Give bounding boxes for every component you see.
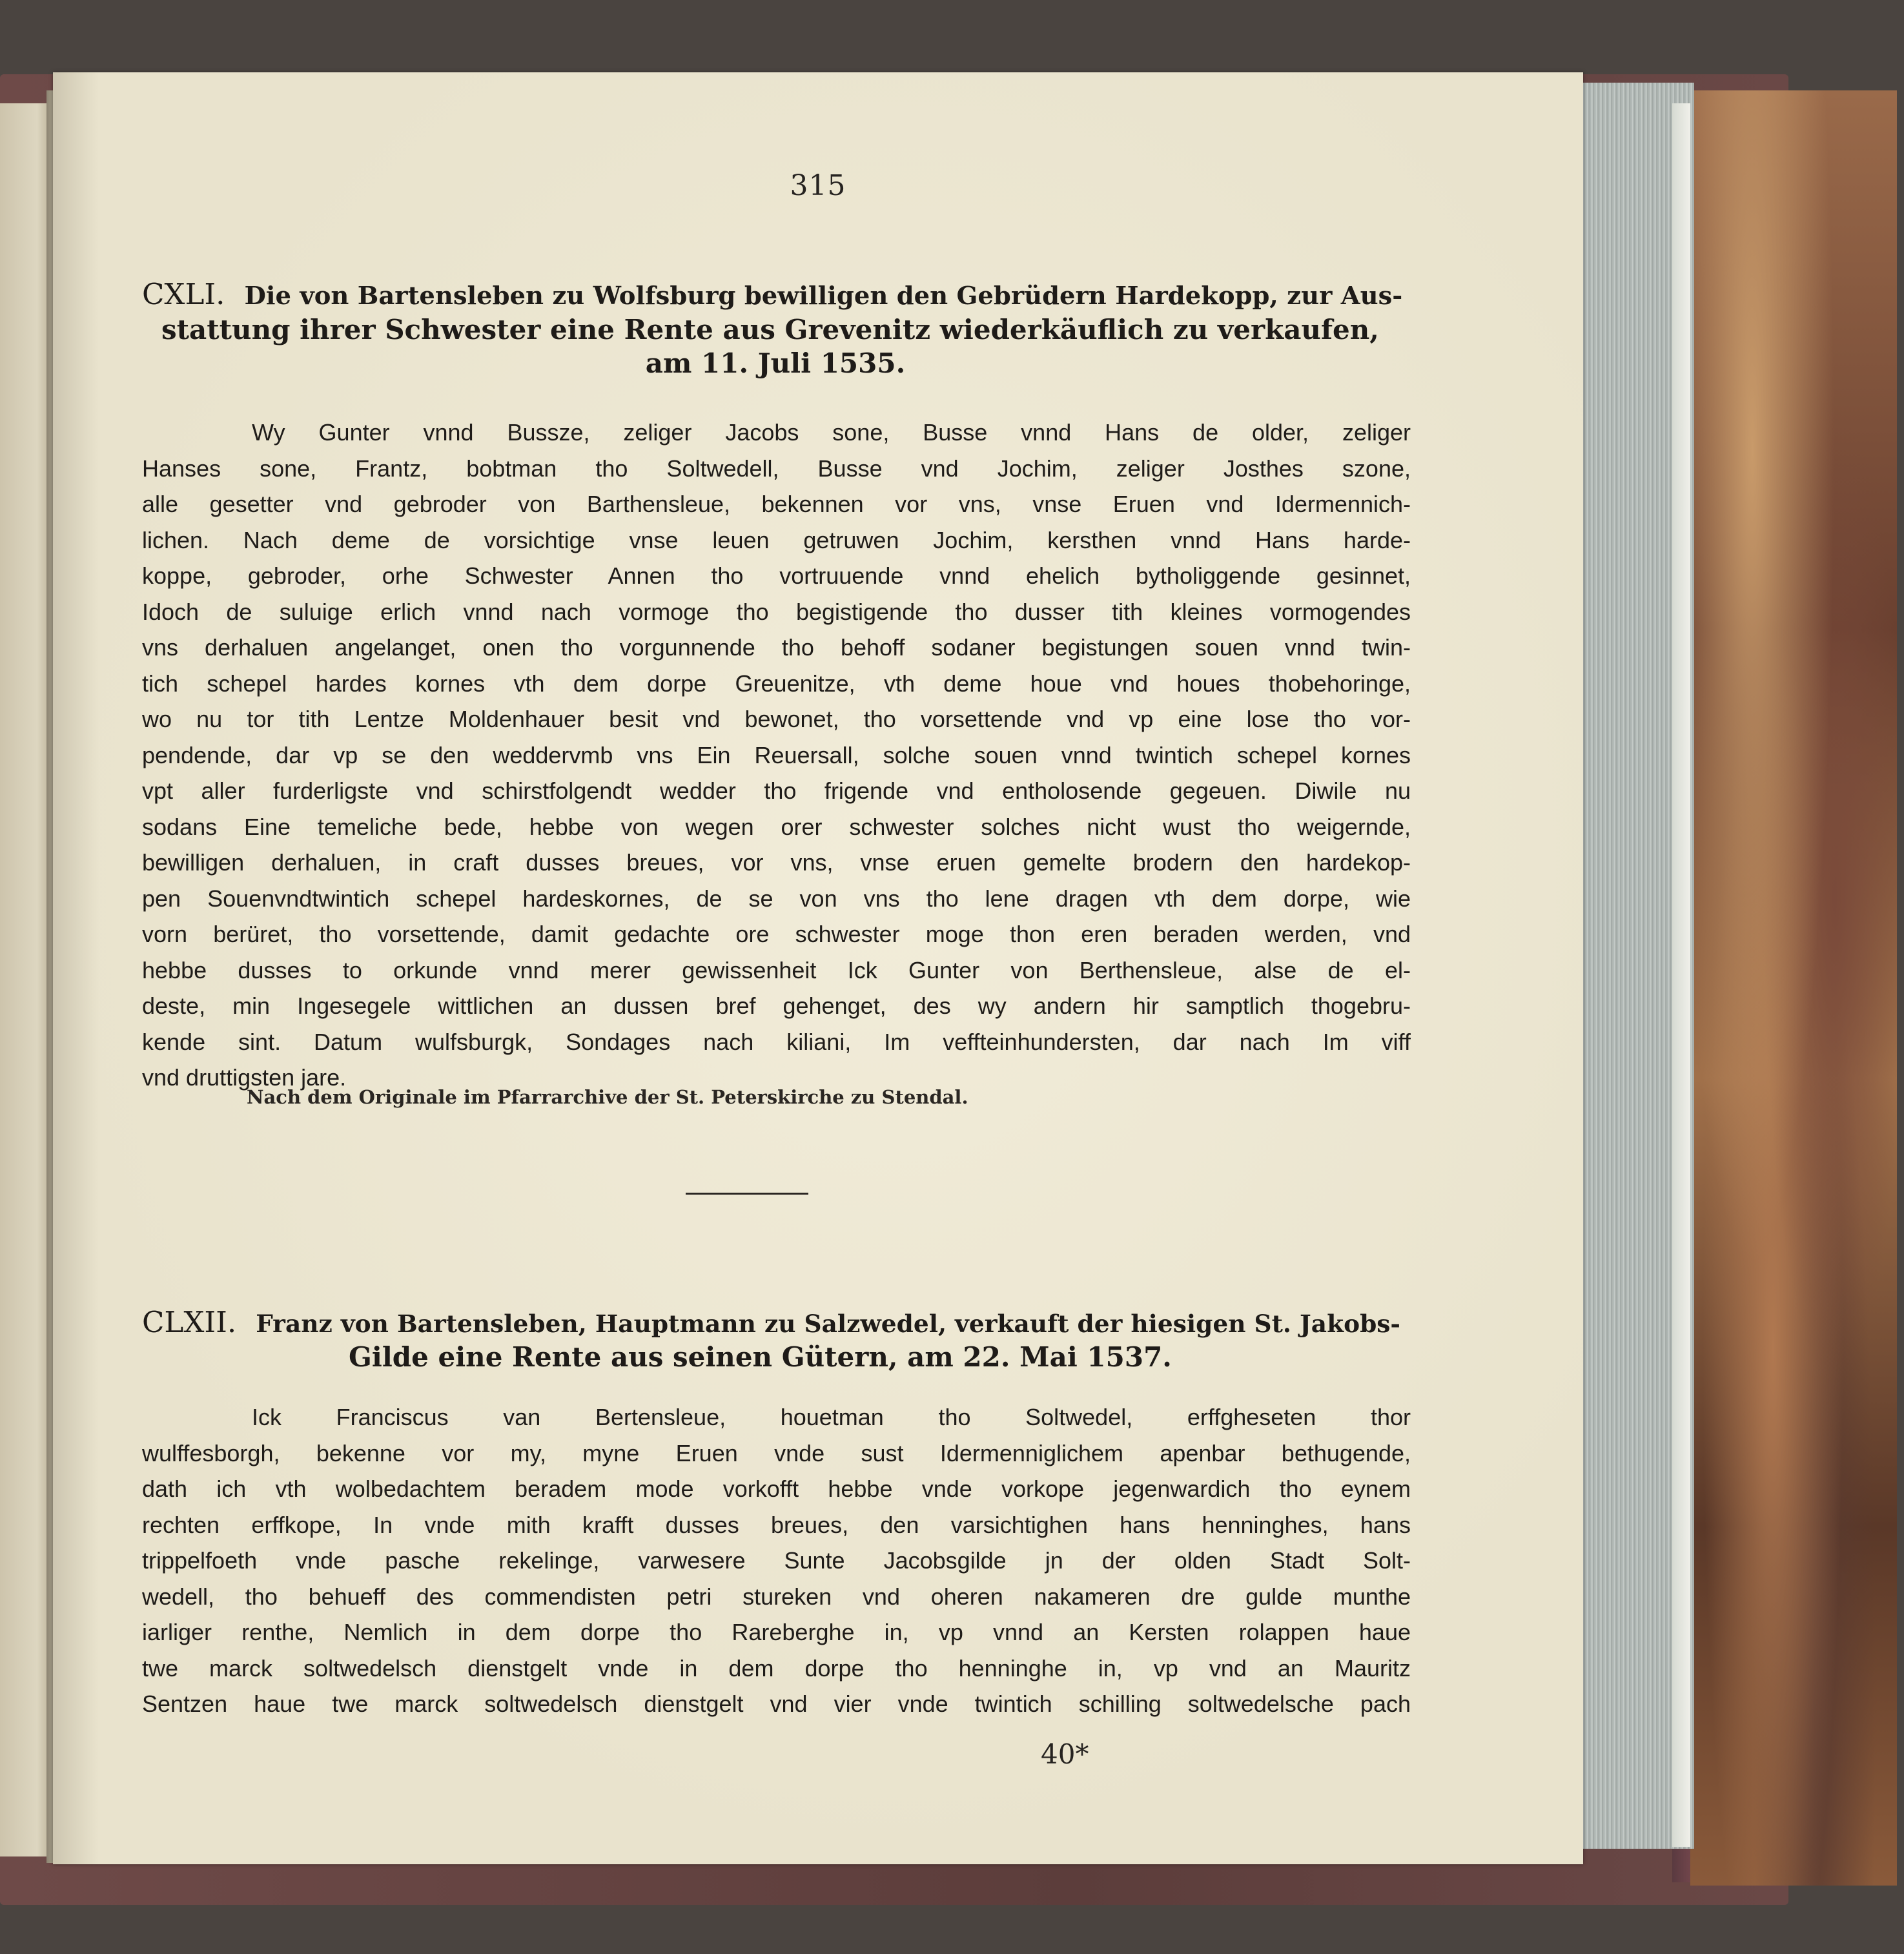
section-body-2 [142, 1399, 1411, 1722]
body-line: dath ich vth wolbedachtem beradem mode vorkofft hebbe vnde vorkope jegenwardich tho eynem [142, 1476, 1411, 1502]
body-line: vns derhaluen angelanget, onen tho vorgunnende tho behoff sodaner begistungen souen vnnd twin- [142, 634, 1411, 661]
body-line: iarliger renthe, Nemlich in dem dorpe tho Rareberghe in, vp vnnd an Kersten rolappen haue [142, 1619, 1411, 1645]
heading-date: am 11. Juli 1535. [645, 347, 906, 379]
body-line: Sentzen haue twe marck soltwedelsch dienstgelt vnd vier vnde twintich schilling soltwedelsche pach [142, 1691, 1411, 1717]
body-line: kende sint. Datum wulfsburgk, Sondages nach kiliani, Im veffteinhundersten, dar nach Im viff [142, 1028, 1411, 1055]
right-page [53, 72, 1583, 1864]
body-line: bewilligen derhaluen, in craft dusses breues, vor vns, vnse eruen gemelte brodern den hardekop- [142, 849, 1411, 876]
body-line: wedell, tho behueff des commendisten petri stureken vnd oheren nakameren dre gulde munthe [142, 1583, 1411, 1610]
body-line: wo nu tor tith Lentze Moldenhauer besit vnd bewonet, tho vorsettende vnd vp eine lose tho vor- [142, 706, 1411, 732]
body-line: deste, min Ingesegele wittlichen an dussen bref gehenget, des wy andern hir samptlich thogebru- [142, 992, 1411, 1019]
heading-line: Die von Bartensleben zu Wolfsburg bewilligen den Gebrüdern Hardekopp, zur Aus- [244, 282, 1403, 311]
body-line: twe marck soltwedelsch dienstgelt vnde in dem dorpe tho henninghe in, vp vnd an Mauritz [142, 1654, 1411, 1681]
section-number: CXLI. [142, 277, 225, 311]
body-line: Wy Gunter vnnd Bussze, zeliger Jacobs sone, Busse vnnd Hans de older, zeliger [252, 419, 1411, 446]
page-edge-highlight [1672, 103, 1690, 1847]
body-line: koppe, gebroder, orhe Schwester Annen tho vortruuende vnnd ehelich bytholiggende gesinnet, [142, 562, 1411, 589]
left-page-edge [0, 103, 53, 1856]
body-line: Ick Franciscus van Bertensleue, houetman tho Soltwedel, erffgheseten thor [252, 1404, 1411, 1430]
marbled-cover-paper [1690, 90, 1897, 1886]
body-line: pen Souenvndtwintich schepel hardeskornes, de se von vns tho lene dragen vth dem dorpe, wie [142, 885, 1411, 912]
body-line: trippelfoeth vnde pasche rekelinge, varwesere Sunte Jacobsgilde jn der olden Stadt Solt- [142, 1547, 1411, 1574]
body-line: sodans Eine temeliche bede, hebbe von wegen orer schwester solches nicht wust tho weigernde, [142, 813, 1411, 840]
section-heading-2 [142, 1306, 1409, 1374]
body-line: rechten erffkope, In vnde mith krafft dusses breues, den varsichtighen hans henninghes, hans [142, 1511, 1411, 1538]
body-line: hebbe dusses to orkunde vnnd merer gewissenheit Ick Gunter von Berthensleue, alse de el- [142, 956, 1411, 983]
body-line: alle gesetter vnd gebroder von Barthensleue, bekennen vor vns, vnse Eruen vnd Idermennich- [142, 491, 1411, 517]
body-line: lichen. Nach deme de vorsichtige vnse leuen getruwen Jochim, kersthen vnnd Hans harde- [142, 526, 1411, 553]
page-number: 315 [790, 169, 846, 202]
heading-line: stattung ihrer Schwester eine Rente aus Grevenitz wiederkäuflich zu verkaufen, [161, 314, 1379, 345]
body-line: tich schepel hardes kornes vth dem dorpe Greuenitze, vth deme houe vnd houes thobehoringe, [142, 670, 1411, 697]
section-number: CLXII. [142, 1305, 237, 1339]
source-note: Nach dem Originale im Pfarrarchive der St. Peterskirche zu Stendal. [247, 1086, 968, 1108]
body-line: Idoch de suluige erlich vnnd nach vormoge tho begistigende tho dusser tith kleines vormogendes [142, 598, 1411, 625]
body-line: vnd druttigsten jare. [142, 1064, 347, 1091]
body-line: vpt aller furderligste vnd schirstfolgendt wedder tho frigende vnd entholosende gegeuen. Diwile nu [142, 777, 1411, 804]
heading-line: Gilde eine Rente aus seinen Gütern, am 22. Mai 1537. [349, 1341, 1172, 1373]
section-body-1 [142, 415, 1411, 1096]
body-line: vorn berüret, tho vorsettende, damit gedachte ore schwester moge thon eren beraden werden, vnd [142, 921, 1411, 947]
body-line: wulffesborgh, bekenne vor my, myne Eruen vnde sust Idermenniglichem apenbar bethugende, [142, 1439, 1411, 1466]
body-line: Hanses sone, Frantz, bobtman tho Soltwedell, Busse vnd Jochim, zeliger Josthes szone, [142, 455, 1411, 482]
signature-mark: 40* [1041, 1738, 1089, 1770]
heading-line: Franz von Bartensleben, Hauptmann zu Salzwedel, verkauft der hiesigen St. Jakobs- [256, 1310, 1400, 1338]
body-line: pendende, dar vp se den weddervmb vns Ein Reuersall, solche souen vnnd twintich schepel kornes [142, 741, 1411, 768]
section-divider [686, 1193, 808, 1195]
section-heading-1 [142, 278, 1409, 380]
